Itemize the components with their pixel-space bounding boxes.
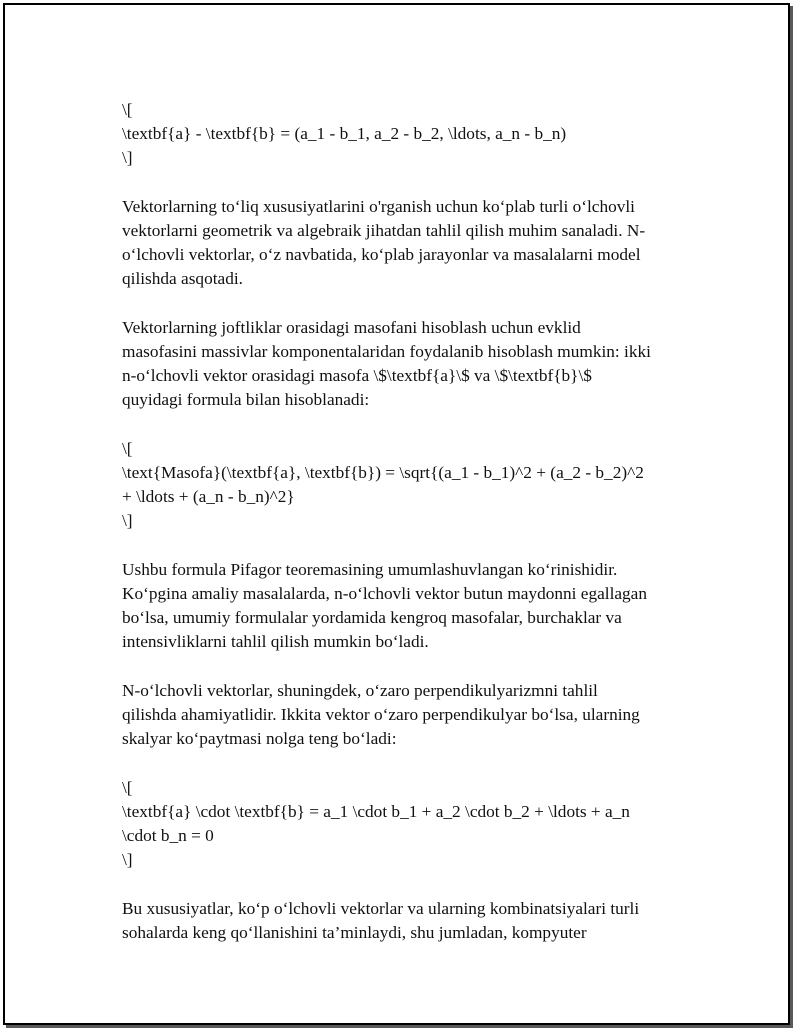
math-line: \] — [122, 511, 133, 531]
text-line: skalyar ko‘paytmasi nolga teng bo‘ladi: — [122, 729, 397, 749]
text-line: qilishda ahamiyatlidir. Ikkita vektor o‘zaro perpendikulyar bo‘lsa, ularning — [122, 705, 640, 724]
text-line: bo‘lsa, umumiy formulalar yordamida kengroq masofalar, burchaklar va — [122, 608, 622, 628]
math-block-distance — [122, 437, 682, 534]
text-line: sohalarda keng qo‘llanishini ta’minlaydi, shu jumladan, kompyuter — [122, 922, 587, 942]
math-line: \text{Masofa}(\textbf{a}, \textbf{b}) = \sqrt{(a_1 - b_1)^2 + (a_2 - b_2)^2 — [122, 463, 644, 482]
math-line: \[ — [122, 777, 133, 797]
text-line: Vektorlarning joftliklar orasidagi masofani hisoblash uchun evklid — [122, 317, 581, 337]
document-page — [3, 3, 790, 1025]
text-line: N-o‘lchovli vektorlar, shuningdek, o‘zaro perpendikulyarizmni tahlil — [122, 680, 598, 700]
math-line: \[ — [122, 438, 133, 458]
text-line: qilishda asqotadi. — [122, 269, 243, 289]
paragraph-properties — [122, 195, 682, 292]
text-line: masofasini massivlar komponentalaridan foydalanib hisoblash mumkin: ikki — [122, 342, 651, 361]
math-line: \] — [122, 850, 133, 870]
math-line: \cdot b_n = 0 — [122, 826, 214, 845]
paragraph-applications — [122, 897, 682, 945]
paragraph-perpendicular — [122, 679, 682, 752]
paragraph-pythagoras — [122, 558, 682, 655]
math-line: \textbf{a} - \textbf{b} = (a_1 - b_1, a_2 - b_2, \ldots, a_n - b_n) — [122, 124, 567, 144]
text-line: Vektorlarning to‘liq xususiyatlarini o'rganish uchun ko‘plab turli o‘lchovli — [122, 196, 635, 216]
math-line: \textbf{a} \cdot \textbf{b} = a_1 \cdot b_1 + a_2 \cdot b_2 + \ldots + a_n — [122, 801, 630, 821]
text-line: n-o‘lchovli vektor orasidagi masofa \$\textbf{a}\$ va \$\textbf{b}\$ — [122, 366, 592, 386]
text-line: Bu xususiyatlar, ko‘p o‘lchovli vektorlar va ularning kombinatsiyalari turli — [122, 898, 640, 918]
text-line: vektorlarni geometrik va algebraik jihatdan tahlil qilish muhim sanaladi. N- — [122, 221, 646, 240]
text-line: o‘lchovli vektorlar, o‘z navbatida, ko‘plab jarayonlar va masalalarni model — [122, 245, 641, 265]
document-body — [122, 98, 682, 969]
text-line: Ko‘pgina amaliy masalalarda, n-o‘lchovli vektor butun maydonni egallagan — [122, 584, 647, 603]
math-block-difference — [122, 98, 682, 171]
text-line: Ushbu formula Pifagor teoremasining umumlashuvlangan ko‘rinishidir. — [122, 559, 618, 579]
text-line: quyidagi formula bilan hisoblanadi: — [122, 390, 370, 410]
paragraph-distance — [122, 316, 682, 413]
math-line: + \ldots + (a_n - b_n)^2} — [122, 487, 295, 507]
math-line: \[ — [122, 100, 133, 119]
text-line: intensivliklarni tahlil qilish mumkin bo‘ladi. — [122, 632, 429, 652]
math-line: \] — [122, 148, 133, 168]
math-block-dot-product — [122, 776, 682, 873]
